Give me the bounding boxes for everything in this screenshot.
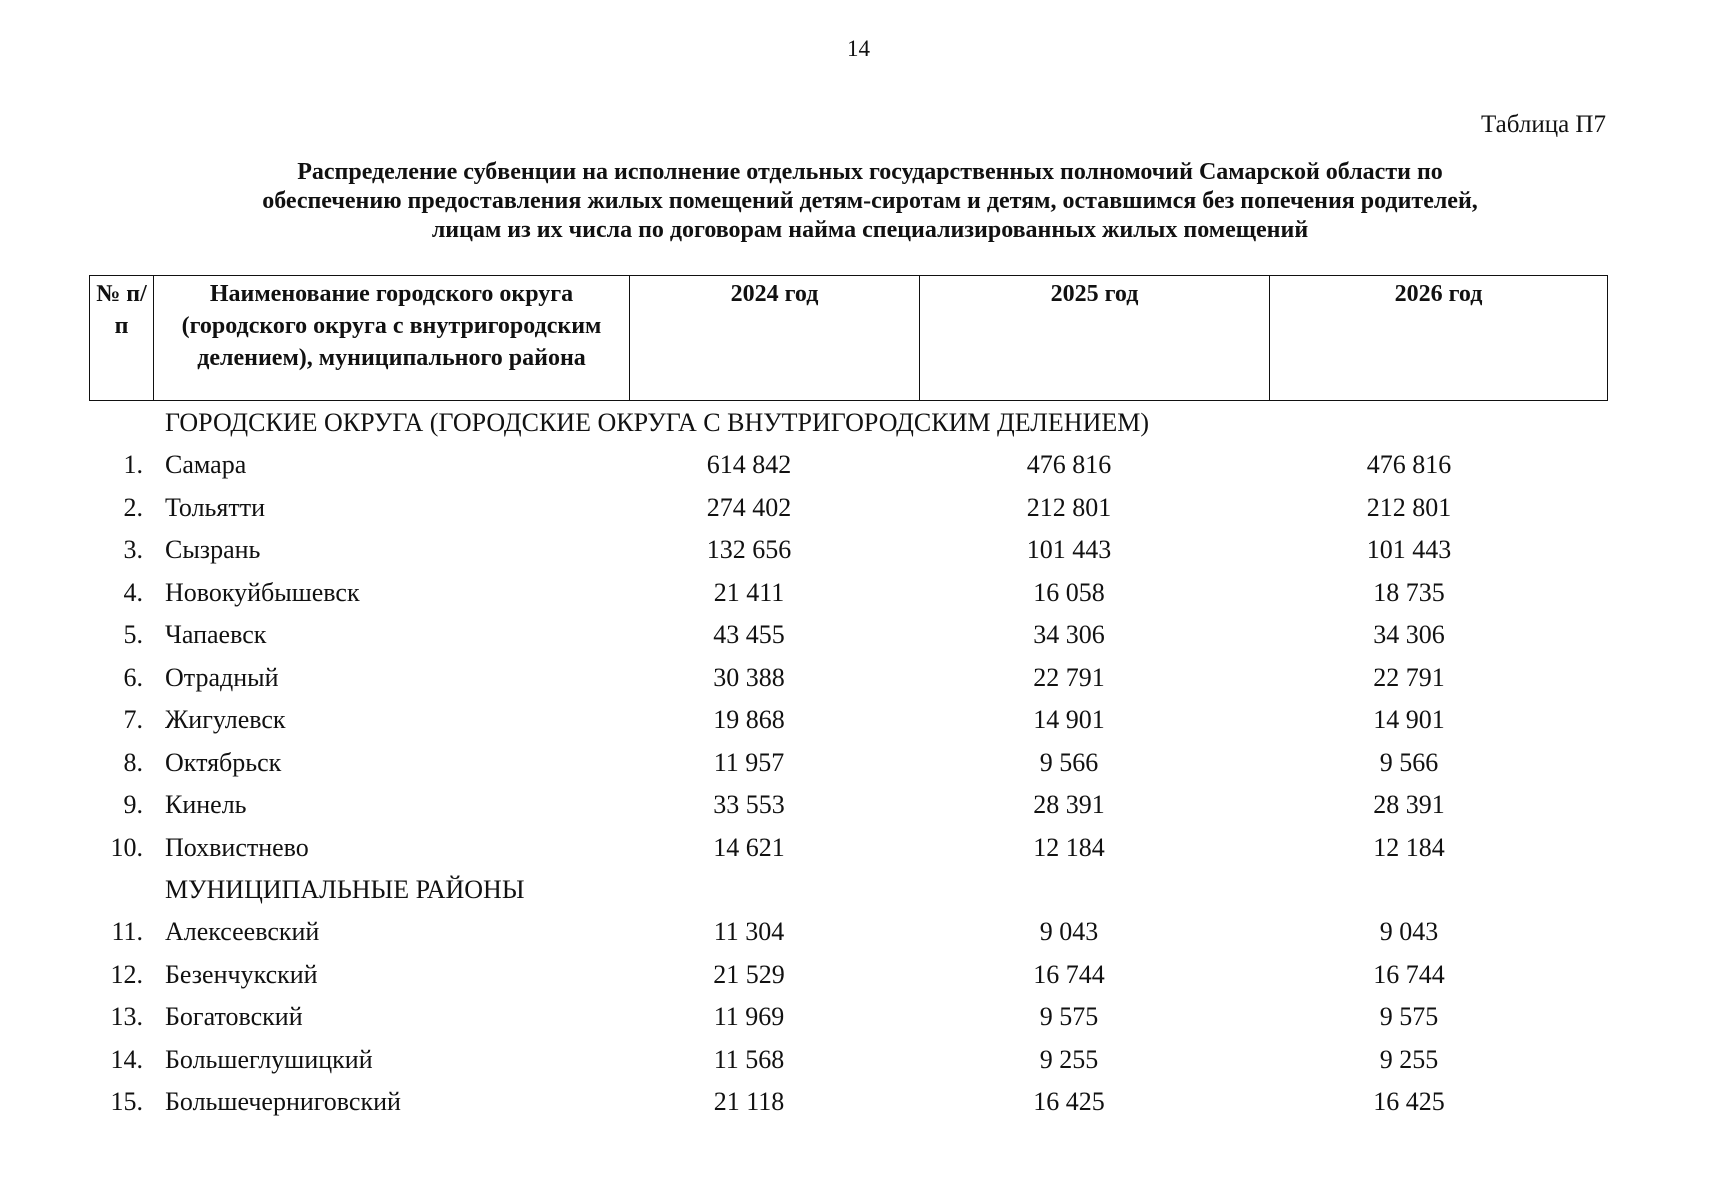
value-2025: 212 801 <box>1026 492 1112 522</box>
value-2025: 14 901 <box>1033 705 1105 734</box>
value-2026: 14 901 <box>1373 705 1445 734</box>
value-2024: 132 656 <box>706 535 792 564</box>
value-2026: 9 566 <box>1379 747 1439 777</box>
value-2024: 33 553 <box>713 790 785 819</box>
value-2025: 9 043 <box>1039 917 1099 946</box>
value-2024: 11 568 <box>713 1044 785 1074</box>
value-2024: 11 969 <box>713 1002 785 1031</box>
row-number: 3. <box>123 535 143 564</box>
table-row <box>89 657 1607 700</box>
title-line: лицам из их числа по договорам найма специализированных жилых помещений <box>431 217 1309 243</box>
table-row <box>89 911 1607 954</box>
row-name: Самара <box>165 450 247 479</box>
row-name: Большеглушицкий <box>165 1044 373 1074</box>
page-number: 14 <box>847 36 870 61</box>
table-body <box>89 402 1607 1124</box>
section-title: МУНИЦИПАЛЬНЫЕ РАЙОНЫ <box>165 875 525 904</box>
value-2024: 11 957 <box>713 747 785 777</box>
value-2024: 14 621 <box>713 832 785 862</box>
table-label: Таблица П7 <box>1481 111 1606 138</box>
row-number: 4. <box>123 577 143 607</box>
value-2024: 30 388 <box>713 662 785 692</box>
row-name: Тольятти <box>165 492 266 522</box>
header-2026: 2026 год <box>1270 276 1608 401</box>
value-2026: 12 184 <box>1373 832 1445 862</box>
value-2025: 16 744 <box>1033 959 1105 989</box>
value-2025: 9 255 <box>1039 1044 1099 1074</box>
row-number: 1. <box>123 450 143 479</box>
value-2026: 212 801 <box>1366 492 1452 522</box>
value-2025: 12 184 <box>1033 832 1105 862</box>
row-number: 11. <box>111 917 143 946</box>
row-number: 6. <box>123 662 143 692</box>
value-2026: 34 306 <box>1373 620 1445 649</box>
row-name: Отрадный <box>165 662 279 692</box>
value-2026: 22 791 <box>1373 662 1445 692</box>
value-2025: 9 566 <box>1039 747 1099 777</box>
document-title <box>120 158 1620 245</box>
value-2026: 18 735 <box>1373 577 1445 607</box>
row-name: Октябрьск <box>165 747 282 777</box>
table-row <box>89 529 1607 572</box>
table-row <box>89 487 1607 530</box>
table-header <box>89 275 1608 401</box>
table-row <box>89 742 1607 785</box>
value-2025: 476 816 <box>1026 450 1112 479</box>
value-2025: 28 391 <box>1033 790 1105 819</box>
value-2025: 101 443 <box>1026 535 1112 564</box>
row-name: Алексеевский <box>165 917 320 946</box>
header-2025: 2025 год <box>920 276 1270 401</box>
row-number: 9. <box>123 790 143 819</box>
value-2026: 101 443 <box>1366 535 1452 564</box>
value-2026: 9 255 <box>1379 1044 1439 1074</box>
row-name: Безенчукский <box>165 959 318 989</box>
value-2026: 9 043 <box>1379 917 1439 946</box>
value-2024: 43 455 <box>713 620 785 649</box>
table-row <box>89 572 1607 615</box>
row-name: Новокуйбышевск <box>165 577 360 607</box>
section-header-row <box>89 869 1607 911</box>
table-row <box>89 699 1607 742</box>
table-row <box>89 954 1607 997</box>
table-row <box>89 996 1607 1039</box>
row-name: Чапаевск <box>165 620 267 649</box>
header-2024: 2024 год <box>630 276 920 401</box>
value-2026: 476 816 <box>1366 450 1452 479</box>
table-row <box>89 784 1607 827</box>
row-number: 7. <box>123 705 143 734</box>
value-2026: 9 575 <box>1379 1002 1439 1031</box>
value-2025: 16 058 <box>1033 577 1105 607</box>
value-2025: 16 425 <box>1033 1087 1105 1116</box>
row-name: Богатовский <box>165 1002 303 1031</box>
value-2025: 9 575 <box>1039 1002 1099 1031</box>
row-name: Сызрань <box>165 535 261 564</box>
value-2024: 614 842 <box>706 450 792 479</box>
value-2024: 19 868 <box>713 705 785 734</box>
row-name: Кинель <box>165 790 247 819</box>
row-number: 8. <box>123 747 143 777</box>
title-line: обеспечению предоставления жилых помещений детям-сиротам и детям, оставшимся без попечения родителей, <box>262 188 1478 214</box>
table-row <box>89 444 1607 487</box>
row-name: Похвистнево <box>165 832 309 862</box>
value-2024: 21 118 <box>713 1087 785 1116</box>
row-name: Большечерниговский <box>165 1087 401 1116</box>
title-line: Распределение субвенции на исполнение отдельных государственных полномочий Самарской области по <box>297 159 1443 185</box>
table-row <box>89 614 1607 657</box>
value-2025: 34 306 <box>1033 620 1105 649</box>
table-row <box>89 827 1607 870</box>
value-2024: 21 411 <box>713 577 785 607</box>
value-2024: 21 529 <box>713 959 785 989</box>
row-number: 10. <box>110 832 143 862</box>
header-num: № п/п <box>90 276 154 401</box>
row-number: 15. <box>110 1087 143 1116</box>
table-row <box>89 1081 1607 1124</box>
value-2026: 28 391 <box>1373 790 1445 819</box>
value-2026: 16 744 <box>1373 959 1445 989</box>
row-name: Жигулевск <box>165 705 286 734</box>
row-number: 5. <box>123 620 143 649</box>
row-number: 12. <box>110 959 143 989</box>
table-row <box>89 1039 1607 1082</box>
header-name: Наименование городского округа (городского округа с внутригородским делением), муниципального района <box>154 276 630 401</box>
row-number: 13. <box>110 1002 143 1031</box>
row-number: 2. <box>123 492 143 522</box>
value-2024: 274 402 <box>706 492 792 522</box>
value-2025: 22 791 <box>1033 662 1105 692</box>
value-2024: 11 304 <box>713 917 785 946</box>
value-2026: 16 425 <box>1373 1087 1445 1116</box>
section-title: ГОРОДСКИЕ ОКРУГА (ГОРОДСКИЕ ОКРУГА С ВНУТРИГОРОДСКИМ ДЕЛЕНИЕМ) <box>165 408 1150 437</box>
row-number: 14. <box>110 1044 143 1074</box>
section-header-row <box>89 402 1607 444</box>
